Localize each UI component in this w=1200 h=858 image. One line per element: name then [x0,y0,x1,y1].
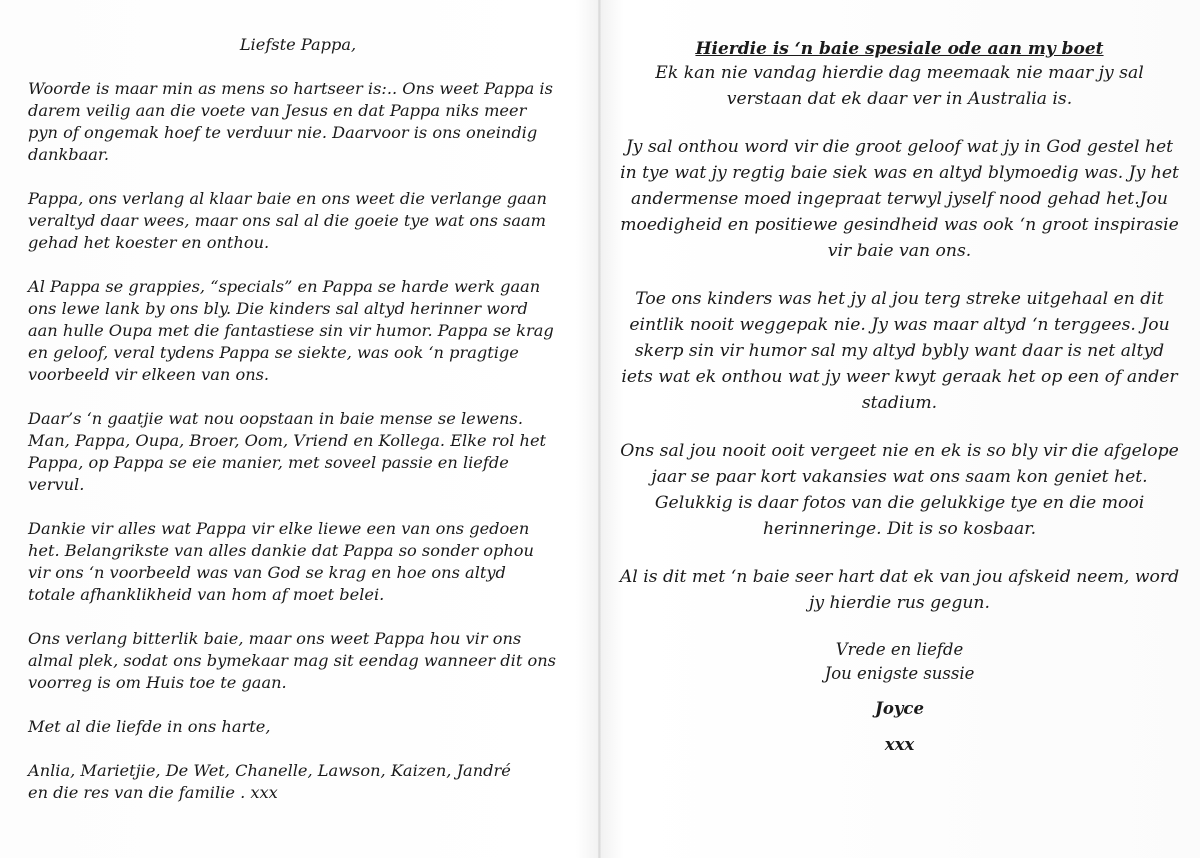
sign-off-line-2: Jou enigste sussie [824,664,975,683]
left-page [0,0,598,858]
ode-paragraph-4: Al is dit met ‘n baie seer hart dat ek van jou afskeid neem, word jy hierdie rus gegun. [619,567,1180,613]
closing-line: Met al die liefde in ons harte, [28,717,271,736]
ode-paragraph-2: Toe ons kinders was het jy al jou terg streke uitgehaal en dit eintlik nooit weggepak nie. Jy was maar altyd ‘n terggees. Jou skerp sin vir humor sal my altyd bybly want daar is net altyd iets wat ek onthou wat jy weer kwyt geraak het op een of ander stadium. [621,289,1178,413]
ode-paragraph-1: Jy sal onthou word vir die groot geloof wat jy in God gestel het in tye wat jy regtig baie siek was en altyd blymoedig was. Jy het andermense moed ingepraat terwyl jyself nood gehad het.Jou moedigheid en positiewe gesindheid was ook ‘n groot inspirasie vir baie van ons. [620,137,1179,261]
left-paragraph-2: Pappa, ons verlang al klaar baie en ons weet die verlange gaan veraltyd daar wees, maar ons sal al die goeie tye wat ons saam gehad het koester en onthou. [28,189,547,252]
signer-name: Joyce [875,699,924,718]
family-signature-line-1: Anlia, Marietjie, De Wet, Chanelle, Lawson, Kaizen, Jandré [28,761,511,780]
family-signature-line-2: en die res van die familie . xxx [28,783,278,802]
left-paragraph-6: Ons verlang bitterlik baie, maar ons weet Pappa hou vir ons almal plek, sodat ons bymekaar mag sit eendag wanneer dit ons voorreg is om Huis toe te gaan. [28,629,556,692]
left-paragraph-1: Woorde is maar min as mens so hartseer is:.. Ons weet Pappa is darem veilig aan die voete van Jesus en dat Pappa niks meer pyn of ongemak hoef te verduur nie. Daarvoor is ons oneindig dankbaar. [28,79,553,164]
signer-kisses: xxx [884,735,915,754]
left-paragraph-5: Dankie vir alles wat Pappa vir elke liewe een van ons gedoen het. Belangrikste van alles dankie dat Pappa so sonder ophou vir ons ‘n voorbeeld was van God se krag en hoe ons altyd totale afhanklikheid van hom af moet belei. [28,519,534,604]
salutation: Liefste Pappa, [239,35,357,54]
sign-off-line-1: Vrede en liefde [835,640,964,659]
right-page [601,0,1200,858]
ode-intro: Ek kan nie vandag hierdie dag meemaak nie maar jy sal verstaan dat ek daar ver in Australia is. [655,63,1144,109]
left-paragraph-4: Daar’s ‘n gaatjie wat nou oopstaan in baie mense se lewens. Man, Pappa, Oupa, Broer, Oom, Vriend en Kollega. Elke rol het Pappa, op Pappa se eie manier, met soveel passie en liefde vervul. [28,409,547,494]
ode-paragraph-3: Ons sal jou nooit ooit vergeet nie en ek is so bly vir die afgelope jaar se paar kort vakansies wat ons saam kon geniet het. Gelukkig is daar fotos van die gelukkige tye en die mooi herinneringe. Dit is so kosbaar. [620,441,1179,539]
ode-title: Hierdie is ‘n baie spesiale ode aan my boet [695,39,1104,59]
left-paragraph-3: Al Pappa se grappies, “specials” en Pappa se harde werk gaan ons lewe lank by ons bly. Die kinders sal altyd herinner word aan hulle Oupa met die fantastiese sin vir humor. Pappa se krag en geloof, veral tydens Pappa se siekte, was ook ‘n pragtige voorbeeld vir elkeen van ons. [28,277,554,384]
ode-sign-off [619,638,1180,756]
